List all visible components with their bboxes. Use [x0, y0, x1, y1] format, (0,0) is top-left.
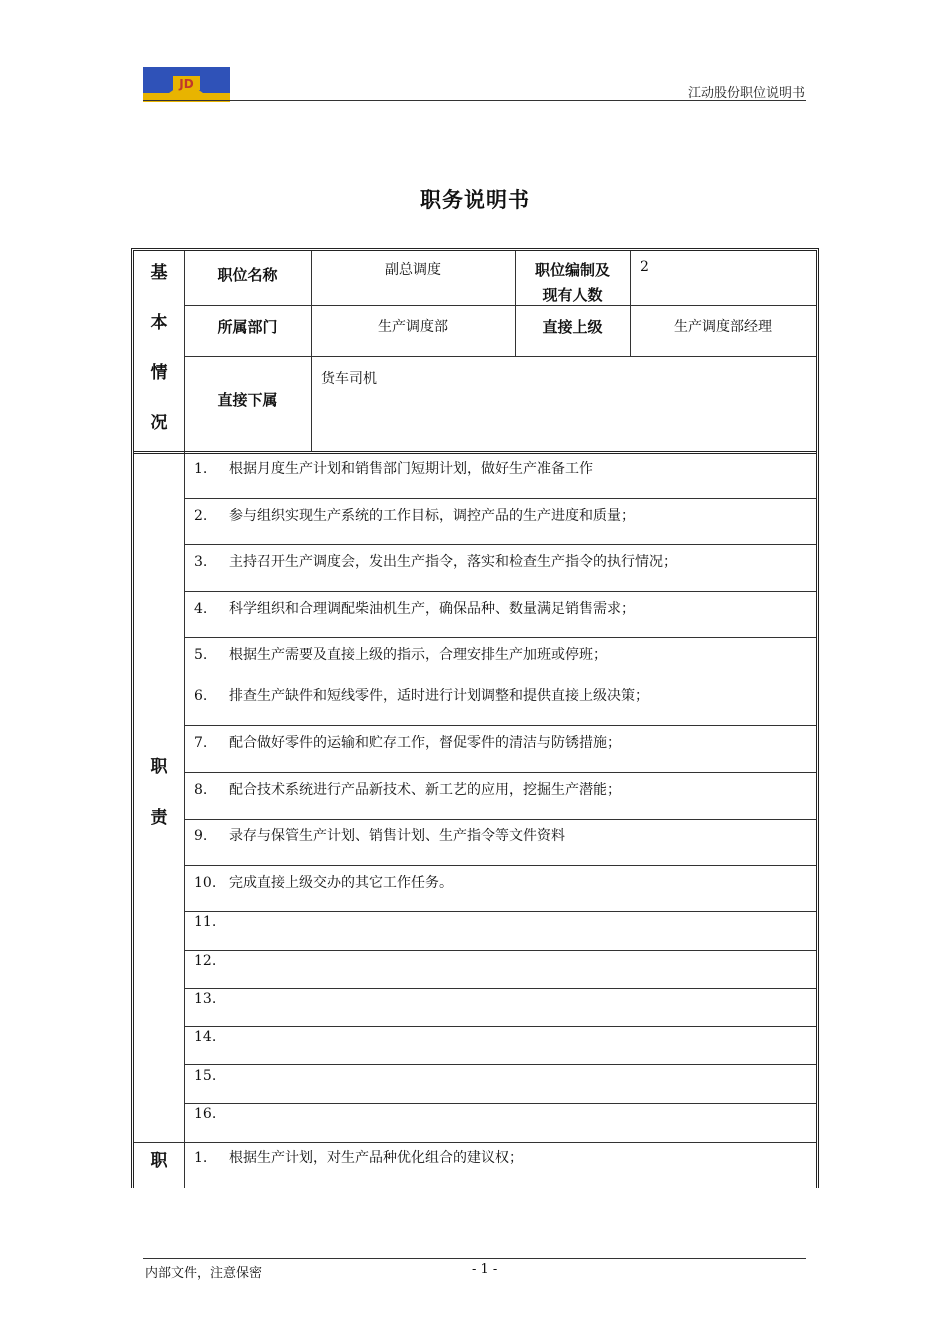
headcount-value: 2: [640, 259, 649, 275]
section-divider: [134, 1142, 816, 1143]
section-divider: [134, 451, 816, 454]
position-name-label: 职位名称: [217, 266, 278, 284]
duty-item: 14.: [194, 1029, 217, 1045]
header-doc-name: 江动股份职位说明书: [687, 86, 805, 101]
footer-divider: [143, 1258, 806, 1259]
company-logo: [143, 67, 230, 102]
duty-item: 4. 科学组织和合理调配柴油机生产，确保品种、数量满足销售需求；: [194, 601, 635, 617]
duty-row-divider: [184, 1026, 816, 1027]
page-number: - 1 -: [472, 1262, 498, 1277]
authority-item: 1. 根据生产计划，对生产品种优化组合的建议权；: [194, 1150, 523, 1166]
headcount-label-line1: 职位编制及: [534, 261, 610, 279]
basic-label-char: 况: [150, 413, 168, 433]
authority-label: 职: [150, 1151, 168, 1171]
basic-label-char: 情: [150, 363, 168, 383]
duty-item: 15.: [194, 1068, 217, 1084]
supervisor-label: 直接上级: [542, 318, 603, 336]
duty-row-divider: [184, 544, 816, 545]
duty-row-divider: [184, 591, 816, 592]
duties-label-char: 职: [150, 757, 168, 777]
headcount-label-line2: 现有人数: [542, 286, 603, 304]
header-divider: [143, 100, 806, 101]
duty-item: 6. 排查生产缺件和短线零件，适时进行计划调整和提供直接上级决策；: [194, 688, 649, 704]
col-divider-3: [630, 251, 631, 356]
logo-letters: JD: [179, 77, 194, 91]
duty-row-divider: [184, 498, 816, 499]
basic-label-char: 本: [150, 313, 168, 333]
duty-item: 13.: [194, 991, 217, 1007]
duty-item: 1. 根据月度生产计划和销售部门短期计划，做好生产准备工作: [194, 461, 593, 477]
duty-item: 10. 完成直接上级交办的其它工作任务。: [194, 875, 453, 891]
duty-item: 16.: [194, 1106, 217, 1122]
basic-label-char: 基: [150, 263, 168, 283]
duty-row-divider: [184, 819, 816, 820]
duty-row-divider: [184, 988, 816, 989]
duty-item: 11.: [194, 914, 217, 930]
duty-item: 5. 根据生产需要及直接上级的指示，合理安排生产加班或停班；: [194, 647, 607, 663]
row-divider: [184, 305, 816, 306]
duty-item: 8. 配合技术系统进行产品新技术、新工艺的应用，挖掘生产潜能；: [194, 782, 621, 798]
subordinate-value: 货车司机: [321, 371, 377, 387]
footer-confidential: 内部文件，注意保密: [145, 1266, 263, 1281]
duty-row-divider: [184, 637, 816, 638]
duty-row-divider: [184, 772, 816, 773]
duty-item: 12.: [194, 953, 217, 969]
department-value: 生产调度部: [378, 319, 448, 335]
duty-row-divider: [184, 1064, 816, 1065]
subordinate-label: 直接下属: [217, 391, 278, 409]
position-name-value: 副总调度: [385, 262, 441, 278]
duty-row-divider: [184, 865, 816, 866]
duty-item: 3. 主持召开生产调度会，发出生产指令，落实和检查生产指令的执行情况；: [194, 554, 677, 570]
department-label: 所属部门: [217, 318, 278, 336]
duty-item: 7. 配合做好零件的运输和贮存工作，督促零件的清洁与防锈措施；: [194, 735, 621, 751]
page-title: 职务说明书: [420, 188, 530, 212]
duty-item: 9. 录存与保管生产计划、销售计划、生产指令等文件资料: [194, 828, 565, 844]
duty-row-divider: [184, 911, 816, 912]
duty-row-divider: [184, 1103, 816, 1104]
duties-label-char: 责: [150, 808, 168, 828]
row-divider: [184, 356, 816, 357]
duty-row-divider: [184, 725, 816, 726]
col-divider-1: [311, 251, 312, 451]
supervisor-value: 生产调度部经理: [674, 319, 772, 335]
duty-row-divider: [184, 950, 816, 951]
duty-item: 2. 参与组织实现生产系统的工作目标，调控产品的生产进度和质量；: [194, 508, 635, 524]
